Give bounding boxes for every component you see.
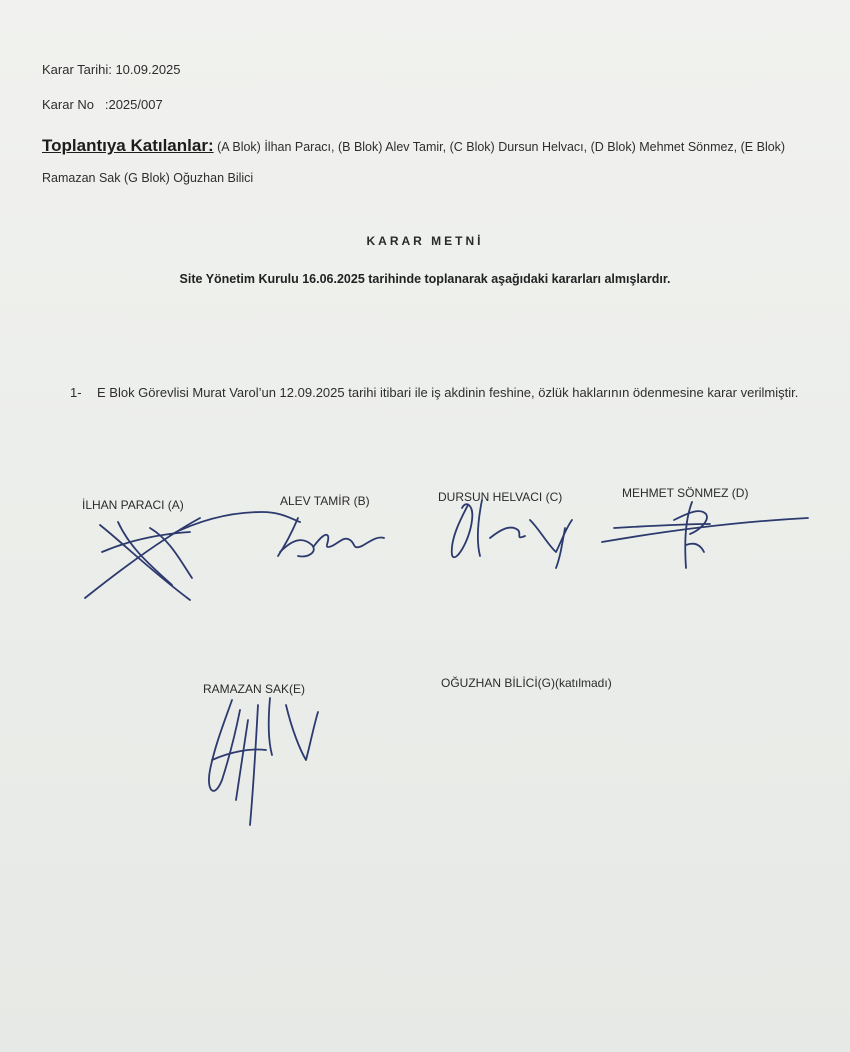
decision-intro: Site Yönetim Kurulu 16.06.2025 tarihinde toplanarak aşağıdaki kararları almışlardır. [179, 272, 671, 286]
signatory-label-e: RAMAZAN SAK(E) [203, 682, 306, 696]
decision-date: Karar Tarihi: 10.09.2025 [42, 62, 181, 77]
signatory-label-b: ALEV TAMİR (B) [280, 494, 370, 508]
decision-number: Karar No :2025/007 [42, 97, 163, 112]
signatory-label-g: OĞUZHAN BİLİCİ(G)(katılmadı) [441, 676, 612, 690]
attendees-list: (A Blok) İlhan Paracı, (B Blok) Alev Tamir, (C Blok) Dursun Helvacı, (D Blok) Mehmet Sönmez, (E Blok) Ramazan Sak (G Blok) Oğuzhan Bilici [42, 140, 786, 185]
decision-heading: KARAR METNİ [366, 234, 484, 248]
signature-b [278, 518, 384, 556]
decision-item-number: 1- [70, 385, 82, 400]
signature-d [602, 502, 808, 568]
signature-a [85, 512, 300, 600]
signatory-label-a: İLHAN PARACI (A) [82, 498, 184, 512]
decision-item [70, 378, 805, 408]
attendees-paragraph [42, 130, 812, 194]
signature-c [452, 500, 572, 568]
attendees-label: Toplantıya Katılanlar: [42, 136, 214, 155]
signature-e [209, 698, 318, 825]
signatory-label-c: DURSUN HELVACI (C) [438, 490, 563, 504]
decision-item-text: E Blok Görevlisi Murat Varol’un 12.09.2025 tarihi itibari ile iş akdinin feshine, özlük haklarının ödenmesine karar verilmiştir. [97, 385, 799, 400]
signatory-label-d: MEHMET SÖNMEZ (D) [622, 486, 749, 500]
